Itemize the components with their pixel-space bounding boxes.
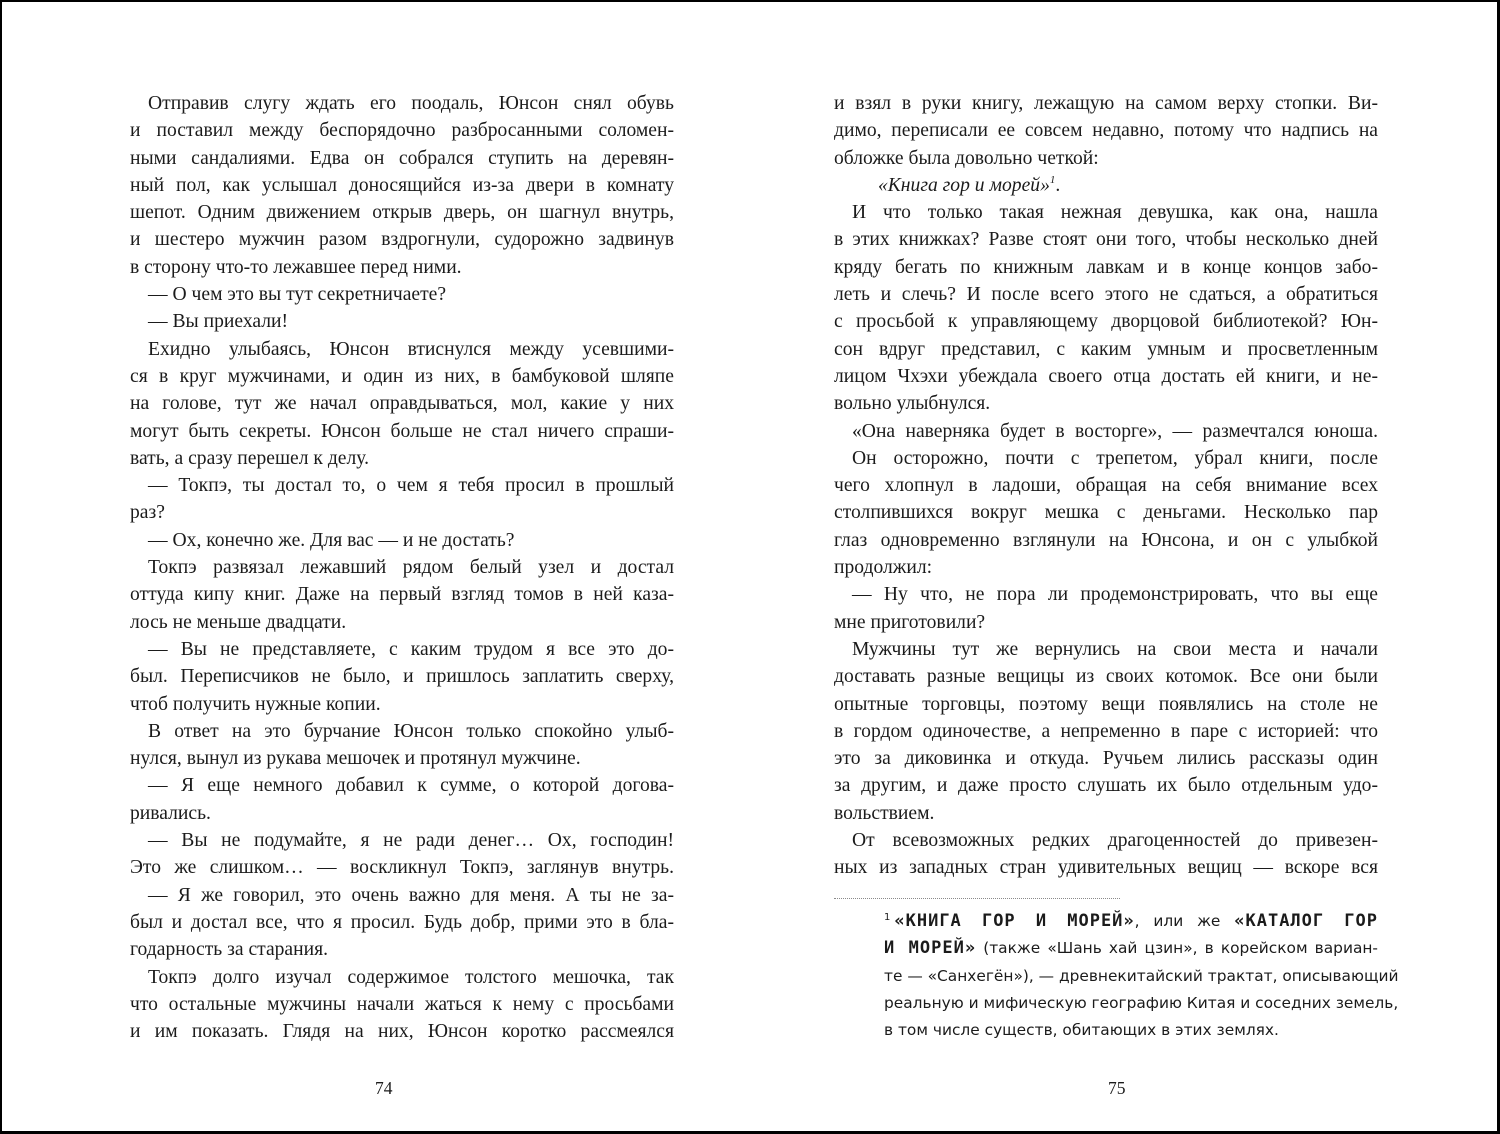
text-line-content: кряду бегать по книжным лавкам и в конце концов забо- — [834, 256, 1378, 278]
text-line — [834, 145, 1378, 172]
text-line-content: «Она наверняка будет в восторге», — размечтался юноша. — [852, 420, 1378, 442]
text-line — [130, 691, 674, 718]
text-line — [130, 663, 674, 690]
footnote-mark: 1 — [884, 912, 891, 923]
text-line-content: — Я еще немного добавил к сумме, о которой догова- — [148, 775, 674, 797]
text-line-content: сон вдруг представил, с каким умным и просветленным — [834, 338, 1378, 360]
text-line-content: раз? — [130, 502, 165, 524]
text-line-content: Ехидно улыбаясь, Юнсон втиснулся между усевшими- — [148, 338, 674, 360]
text-line-content: Он осторожно, почти с трепетом, убрал книги, после — [852, 447, 1378, 469]
text-line — [834, 472, 1378, 499]
text-line-content: был. Переписчиков не было, и пришлось заплатить сверху, — [130, 666, 674, 688]
right-page-body — [834, 90, 1378, 882]
text-line — [834, 390, 1378, 417]
text-line — [130, 117, 674, 144]
text-line-content: — Вы не подумайте, я не ради денег… Ох, господин! — [148, 830, 674, 852]
text-line-content: и поставил между беспорядочно разбросанными соломен- — [130, 120, 674, 142]
text-line-content: на голове, тут же начал оправдываться, мол, какие у них — [130, 393, 674, 415]
footnote-line-5: в том числе существ, обитающих в этих землях. — [884, 1021, 1279, 1040]
text-line-content: с просьбой к управляющему дворцовой библиотекой? Юн- — [834, 311, 1378, 333]
right-page — [752, 2, 1500, 1131]
text-line — [834, 363, 1378, 390]
text-line — [130, 172, 674, 199]
text-line-content: леть и слечь? И после всего этого не сдаться, а обратиться — [834, 284, 1378, 306]
footnote-line-1 — [884, 908, 1378, 935]
left-page — [2, 2, 752, 1131]
text-line — [834, 745, 1378, 772]
text-line — [130, 936, 674, 963]
text-line-content: обложке была довольно четкой: — [834, 147, 1099, 169]
text-line-content: чтоб получить нужные копии. — [130, 693, 381, 715]
text-line — [130, 636, 674, 663]
text-line — [834, 663, 1378, 690]
text-line-content: ный пол, как услышал доносящийся из-за двери в комнату — [130, 174, 674, 196]
text-line-content: Токпэ развязал лежавший рядом белый узел и достал — [148, 557, 674, 579]
text-line — [834, 117, 1378, 144]
text-line — [834, 609, 1378, 636]
text-line — [130, 854, 674, 881]
text-line — [130, 145, 674, 172]
text-line — [130, 472, 674, 499]
text-line — [130, 827, 674, 854]
text-line-content: вольствием. — [834, 802, 935, 824]
text-line — [834, 308, 1378, 335]
text-line-content: могут быть секреты. Юнсон больше не стал ничего спраши- — [130, 420, 674, 442]
text-line-content: чего хлопнул в ладоши, обращая на себя внимание всех — [834, 475, 1378, 497]
footnote-title-2-part2: И МОРЕЙ» — [884, 938, 977, 959]
text-line — [130, 718, 674, 745]
text-line-content: лицом Чхэхи убеждала своего отца достать ей книги, и не- — [834, 365, 1378, 387]
text-line — [834, 172, 1378, 199]
text-line-content: это за диковинка и откуда. Ручьем лились рассказы один — [834, 748, 1378, 770]
text-line-content: — О чем это вы тут секретничаете? — [148, 284, 447, 306]
text-line-content: Это же слишком… — воскликнул Токпэ, заглянув внутрь. — [130, 857, 674, 879]
text-line — [130, 964, 674, 991]
text-line — [834, 827, 1378, 854]
text-line-content: — Ох, конечно же. Для вас — и не достать? — [148, 529, 515, 551]
text-line-content: за другим, и даже просто слушать их было отдельным удо- — [834, 775, 1378, 797]
text-line — [130, 308, 674, 335]
text-line-content: продолжил: — [834, 557, 933, 579]
text-line-content: «Книга гор и морей» — [878, 174, 1050, 196]
text-line — [130, 909, 674, 936]
text-line — [834, 336, 1378, 363]
text-line — [130, 418, 674, 445]
text-line-content: опытные торговцы, поэтому вещи появлялись на столе не — [834, 693, 1378, 715]
text-line-content: вольно улыбнулся. — [834, 393, 991, 415]
page-number-right: 75 — [1108, 1078, 1126, 1098]
text-line-content: И что только такая нежная девушка, как она, нашла — [852, 202, 1378, 224]
text-line — [834, 772, 1378, 799]
text-line-content: в гордом одиночестве, а непременно в паре с историей: что — [834, 720, 1378, 742]
footnote-title-1: «КНИГА ГОР И МОРЕЙ» — [894, 911, 1135, 931]
text-line — [130, 609, 674, 636]
text-line-content: вать, а сразу перешел к делу. — [130, 447, 370, 469]
text-line-content: Отправив слугу ждать его поодаль, Юнсон снял обувь — [148, 93, 674, 114]
text-line-content: шепот. Одним движением открыв дверь, он шагнул внутрь, — [130, 202, 674, 224]
text-line — [130, 445, 674, 472]
text-line-content: — Вы приехали! — [148, 311, 289, 333]
text-line-content: ными сандалиями. Едва он собрался ступить на деревян- — [130, 147, 674, 169]
text-line-content: доставать разные вещицы из своих котомок. Все они были — [834, 666, 1378, 688]
footnote-reference[interactable]: 1 — [1049, 173, 1056, 186]
text-line — [834, 499, 1378, 526]
footnote-line-2 — [884, 935, 1378, 962]
footnote-line-2-text: (также «Шань хай цзин», в корейском вариан- — [976, 939, 1378, 958]
text-line-content: Токпэ долго изучал содержимое толстого мешочка, так — [148, 966, 674, 988]
text-line — [834, 445, 1378, 472]
text-line — [130, 800, 674, 827]
text-line-content: был и достал все, что я просил. Будь добр, прими это в бла- — [130, 911, 674, 933]
text-line — [130, 281, 674, 308]
text-line — [130, 390, 674, 417]
text-line — [834, 418, 1378, 445]
text-line — [130, 1018, 674, 1045]
text-line — [834, 691, 1378, 718]
text-line-content: столпившихся вокруг мешка с деньгами. Несколько пар — [834, 502, 1378, 524]
text-line — [834, 527, 1378, 554]
text-line — [834, 800, 1378, 827]
text-line — [130, 581, 674, 608]
text-line-content: — Ну что, не пора ли продемонстрировать, что вы еще — [852, 584, 1378, 606]
text-line-content: — Вы не представляете, с каким трудом я все это до- — [148, 638, 674, 660]
text-line-content: В ответ на это бурчание Юнсон только спокойно улыб- — [148, 720, 674, 742]
text-line — [130, 499, 674, 526]
left-page-body — [130, 90, 674, 1045]
text-line — [130, 991, 674, 1018]
text-line — [834, 90, 1378, 117]
text-line-content: и шестеро мужчин разом вздрогнули, судорожно задвинув — [130, 229, 674, 251]
text-line — [130, 199, 674, 226]
text-line-content: в сторону что-то лежавшее перед ними. — [130, 256, 462, 278]
footnote-line-3: те — «Санхегён»), — древнекитайский трактат, описывающий — [884, 966, 1399, 985]
text-line-content: глаз одновременно взглянули на Юнсона, и он с улыбкой — [834, 529, 1378, 551]
text-line-content: в этих книжках? Разве стоят они того, чтобы несколько дней — [834, 229, 1378, 251]
text-line-content: годарность за старания. — [130, 939, 329, 961]
text-line-content: лось не меньше двадцати. — [130, 611, 347, 633]
text-line-content: ривались. — [130, 802, 211, 824]
footnote-separator — [834, 898, 1120, 899]
text-line — [834, 281, 1378, 308]
text-line-content: ных из западных стран удивительных вещиц — вскоре вся — [834, 857, 1378, 879]
text-line-content: ся в круг мужчинами, и один из них, в бамбуковой шляпе — [130, 365, 674, 387]
text-line — [834, 254, 1378, 281]
text-line — [834, 581, 1378, 608]
text-line-content: и им показать. Глядя на них, Юнсон коротко рассмеялся — [130, 1021, 674, 1043]
text-line — [834, 199, 1378, 226]
text-line — [834, 554, 1378, 581]
text-line-content: От всевозможных редких драгоценностей до привезен- — [852, 830, 1378, 852]
text-line — [130, 336, 674, 363]
text-line — [834, 226, 1378, 253]
text-line — [130, 90, 674, 117]
text-line-content: — Я же говорил, это очень важно для меня. А ты не за- — [148, 884, 674, 906]
text-line-content: Мужчины тут же вернулись на свои места и начали — [852, 638, 1378, 660]
text-line-content: — Токпэ, ты достал то, о чем я тебя просил в прошлый — [148, 475, 674, 497]
text-line-content: нулся, вынул из рукава мешочек и протянул мужчине. — [130, 748, 581, 770]
text-line — [130, 363, 674, 390]
text-line-content: оттуда кипу книг. Даже на первый взгляд томов в ней каза- — [130, 584, 674, 606]
footnote-line-4: реальную и мифическую географию Китая и соседних земель, — [884, 993, 1399, 1012]
text-line — [130, 554, 674, 581]
text-line-content: и взял в руки книгу, лежащую на самом верху стопки. Ви- — [834, 93, 1378, 114]
footnote — [884, 908, 1399, 1044]
text-line — [834, 854, 1378, 881]
footnote-connector: , или же — [1134, 912, 1235, 930]
text-line — [130, 226, 674, 253]
text-line — [130, 772, 674, 799]
footnote-title-2-part1: «КАТАЛОГ ГОР — [1234, 911, 1379, 931]
text-line-content: мне приготовили? — [834, 611, 986, 633]
text-line-content: что остальные мужчины начали жаться к нему с просьбами — [130, 993, 674, 1015]
text-line-trailing: . — [1055, 174, 1061, 196]
text-line — [834, 636, 1378, 663]
text-line — [130, 745, 674, 772]
text-line — [130, 527, 674, 554]
page-number-left: 74 — [375, 1078, 393, 1098]
text-line — [834, 718, 1378, 745]
text-line — [130, 882, 674, 909]
text-line — [130, 254, 674, 281]
text-line-content: димо, переписали ее совсем недавно, потому что надпись на — [834, 120, 1378, 142]
